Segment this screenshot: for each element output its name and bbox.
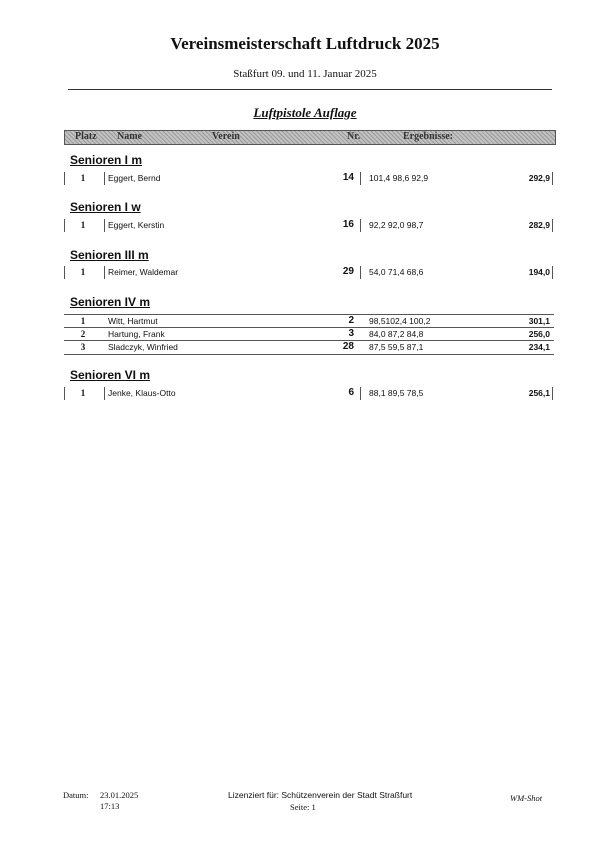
row-total: 234,1: [528, 342, 550, 352]
row-platz: 2: [80, 329, 86, 339]
row-results: 84,0 87,2 84,8: [369, 329, 424, 339]
row-nr: 16: [342, 219, 354, 230]
footer-page-number: Seite: 1: [290, 802, 316, 812]
row-platz: 1: [80, 388, 86, 398]
footer-time: 17:13: [100, 801, 120, 811]
group-title: Senioren VI m: [70, 368, 151, 382]
footer-software: WM-Shot: [510, 793, 543, 803]
group-title: Senioren I m: [70, 153, 143, 167]
row-total: 256,0: [528, 329, 550, 339]
row-name: Hartung, Frank: [108, 329, 165, 339]
column-header-nr: Nr.: [347, 131, 361, 142]
row-results: 92,2 92,0 98,7: [369, 220, 424, 230]
column-header-verein: Verein: [212, 131, 240, 142]
row-nr: 14: [342, 172, 354, 183]
row-total: 282,9: [528, 220, 550, 230]
result-row: [64, 387, 554, 400]
row-name: Reimer, Waldemar: [108, 267, 179, 277]
row-platz: 1: [80, 173, 86, 183]
row-nr: 28: [342, 341, 354, 352]
row-total: 301,1: [528, 316, 550, 326]
result-row: [64, 219, 554, 232]
page-subtitle: Staßfurt 09. und 11. Januar 2025: [233, 68, 377, 80]
result-row: [64, 314, 554, 328]
group-title: Senioren III m: [70, 248, 149, 262]
row-nr: 6: [348, 387, 354, 398]
row-border: [360, 266, 361, 279]
row-total: 292,9: [528, 173, 550, 183]
footer-datum-label: Datum:: [63, 790, 89, 800]
row-border: [104, 172, 105, 185]
row-border: [360, 387, 361, 400]
row-total: 194,0: [528, 267, 550, 277]
footer-license: Lizenziert für: Schützenverein der Stadt Straßfurt: [228, 790, 413, 800]
row-results: 54,0 71,4 68,6: [369, 267, 424, 277]
column-header-bar: [64, 130, 556, 145]
row-nr: 3: [348, 328, 354, 339]
row-border: [552, 219, 553, 232]
row-name: Sladczyk, Winfried: [108, 342, 178, 352]
page-title: Vereinsmeisterschaft Luftdruck 2025: [170, 34, 440, 53]
row-results: 88,1 89,5 78,5: [369, 388, 424, 398]
discipline-heading: Luftpistole Auflage: [253, 105, 357, 120]
title-divider: [68, 89, 552, 90]
result-row: [64, 340, 554, 355]
row-border: [360, 219, 361, 232]
row-platz: 3: [80, 342, 86, 352]
column-header-ergebnisse: Ergebnisse:: [403, 131, 453, 142]
footer-date: 23.01.2025: [100, 790, 139, 800]
row-results: 101,4 98,6 92,9: [369, 173, 429, 183]
row-total: 256,1: [528, 388, 550, 398]
row-platz: 1: [80, 220, 86, 230]
column-header-platz: Platz: [75, 131, 97, 142]
row-name: Eggert, Bernd: [108, 173, 161, 183]
group-title: Senioren I w: [70, 200, 141, 214]
row-name: Eggert, Kerstin: [108, 220, 165, 230]
row-border: [552, 387, 553, 400]
result-row: [64, 172, 554, 185]
result-row: [64, 266, 554, 279]
column-header-name: Name: [117, 131, 142, 142]
row-border: [552, 172, 553, 185]
row-results: 87,5 59,5 87,1: [369, 342, 424, 352]
group-title: Senioren IV m: [70, 295, 151, 309]
row-border: [360, 172, 361, 185]
row-name: Witt, Hartmut: [108, 316, 158, 326]
row-border: [104, 266, 105, 279]
row-border: [104, 387, 105, 400]
row-platz: 1: [80, 316, 86, 326]
row-platz: 1: [80, 267, 86, 277]
row-nr: 29: [342, 266, 354, 277]
row-name: Jenke, Klaus-Otto: [108, 388, 176, 398]
row-border: [104, 219, 105, 232]
result-row: [64, 327, 554, 341]
row-border: [552, 266, 553, 279]
row-nr: 2: [348, 315, 354, 326]
row-results: 98,5102,4 100,2: [369, 316, 431, 326]
